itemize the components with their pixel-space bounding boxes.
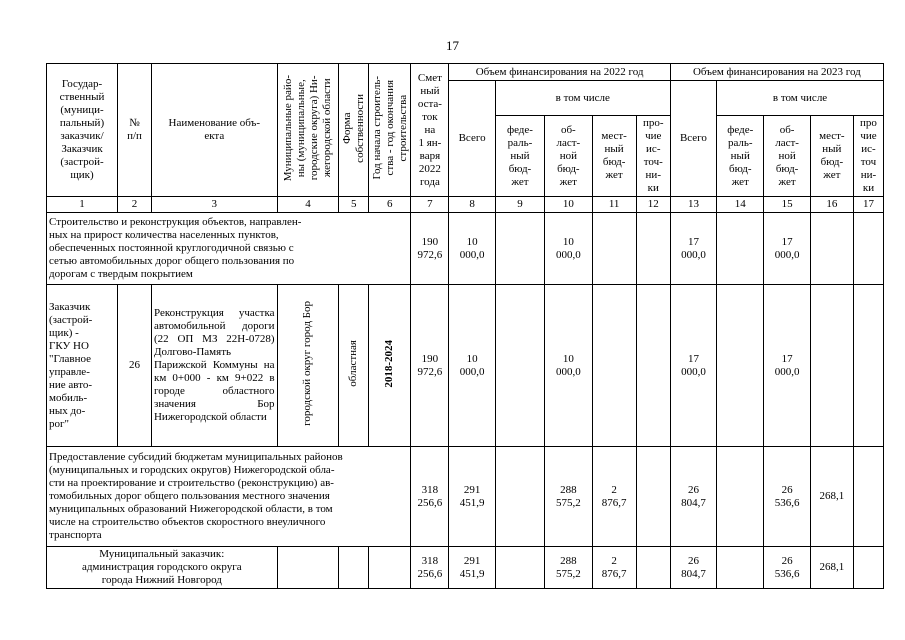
local-2022-cell: 2 876,7: [592, 547, 636, 589]
header-customer: Государ- ственный (муници- пальный) заказчик/ Заказчик (застрой- щик): [47, 64, 118, 197]
number-cell: 26: [118, 285, 152, 447]
district-text: городской округ город Бор: [301, 301, 314, 426]
col-num: 17: [853, 197, 883, 213]
years-text: 2018-2024: [383, 339, 396, 388]
header-ownership-text: Форма собственности: [341, 93, 367, 163]
header-including-2022: в том числе: [495, 81, 670, 116]
header-fin-2023: Объем финансирования на 2023 год: [670, 64, 883, 81]
header-total-2023: Всего: [670, 81, 716, 197]
header-districts-text: Муниципальные райо- ны (муниципальные, городские округа) Ни- жегородской области: [281, 74, 333, 182]
regional-2022-cell: 10 000,0: [545, 213, 592, 285]
regional-2022-cell: 288 575,2: [545, 447, 592, 547]
local-2022-cell: [592, 285, 636, 447]
total-2023-cell: 17 000,0: [670, 213, 716, 285]
col-num: 11: [592, 197, 636, 213]
district-cell: [277, 547, 339, 589]
header-number: № п/п: [118, 64, 152, 197]
regional-2023-cell: 17 000,0: [764, 285, 810, 447]
estimate-cell: 190 972,6: [411, 213, 449, 285]
header-ownership: [339, 64, 369, 197]
years-cell: [369, 547, 411, 589]
header-local-2023: мест- ный бюд- жет: [810, 116, 853, 197]
header-regional-2022: об- ласт- ной бюд- жет: [545, 116, 592, 197]
other-2023-cell: [853, 547, 883, 589]
col-num: 2: [118, 197, 152, 213]
col-num: 13: [670, 197, 716, 213]
other-2023-cell: [853, 213, 883, 285]
col-num: 5: [339, 197, 369, 213]
federal-2023-cell: [717, 547, 764, 589]
local-2023-cell: 268,1: [810, 547, 853, 589]
investment-program-table: [46, 63, 884, 589]
total-2022-cell: 10 000,0: [449, 213, 495, 285]
regional-2022-cell: 10 000,0: [545, 285, 592, 447]
header-federal-2022: феде- раль- ный бюд- жет: [495, 116, 544, 197]
customer-row-nizhny-novgorod: [47, 547, 884, 589]
header-years-text: Год начала строитель- ства - год окончания строительства: [371, 76, 410, 180]
district-cell: [277, 285, 339, 447]
col-num: 9: [495, 197, 544, 213]
other-2023-cell: [853, 447, 883, 547]
federal-2023-cell: [717, 213, 764, 285]
col-num: 3: [151, 197, 277, 213]
col-num: 12: [636, 197, 670, 213]
other-2022-cell: [636, 547, 670, 589]
header-local-2022: мест- ный бюд- жет: [592, 116, 636, 197]
total-2022-cell: 291 451,9: [449, 447, 495, 547]
local-2023-cell: [810, 213, 853, 285]
header-including-2023: в том числе: [717, 81, 884, 116]
federal-2022-cell: [495, 547, 544, 589]
local-2023-cell: [810, 285, 853, 447]
federal-2022-cell: [495, 285, 544, 447]
federal-2022-cell: [495, 447, 544, 547]
other-2022-cell: [636, 213, 670, 285]
col-num: 14: [717, 197, 764, 213]
header-districts: [277, 64, 339, 197]
years-cell: [369, 285, 411, 447]
local-2022-cell: [592, 213, 636, 285]
estimate-cell: 318 256,6: [411, 447, 449, 547]
estimate-cell: 318 256,6: [411, 547, 449, 589]
header-object-name: Наименование объ- екта: [151, 64, 277, 197]
other-2022-cell: [636, 285, 670, 447]
total-2022-cell: 10 000,0: [449, 285, 495, 447]
object-row-26: [47, 285, 884, 447]
federal-2022-cell: [495, 213, 544, 285]
page-number: 17: [446, 38, 459, 53]
header-estimate: Смет ный остa- ток на 1 ян- варя 2022 года: [411, 64, 449, 197]
section-title: Предоставление субсидий бюджетам муниципальных районов (муниципальных и городских округов) Нижегородской обла- сти на проектирование и строительство (реконструкцию) ав- томобильных дорог общего пользования местного значения муниципальных образований Нижегородской области, в том числе на строительство объектов скоростного внеуличного транспорта: [47, 447, 411, 547]
local-2023-cell: 268,1: [810, 447, 853, 547]
header-other-2022: про- чие ис- точ- ни- ки: [636, 116, 670, 197]
estimate-cell: 190 972,6: [411, 285, 449, 447]
total-2023-cell: 26 804,7: [670, 547, 716, 589]
header-years: [369, 64, 411, 197]
regional-2023-cell: 17 000,0: [764, 213, 810, 285]
total-2022-cell: 291 451,9: [449, 547, 495, 589]
column-number-row: [47, 197, 884, 213]
object-name-cell: Реконструкция участка автомобильной дороги (22 ОП МЗ 22Н-0728) Долгово-Память Парижской Коммуны на км 0+000 - км 9+022 в городе областного значения Бор Нижегородской области: [151, 285, 277, 447]
col-num: 15: [764, 197, 810, 213]
col-num: 8: [449, 197, 495, 213]
header-fin-2022: Объем финансирования на 2022 год: [449, 64, 670, 81]
ownership-cell: [339, 547, 369, 589]
regional-2023-cell: 26 536,6: [764, 447, 810, 547]
col-num: 16: [810, 197, 853, 213]
local-2022-cell: 2 876,7: [592, 447, 636, 547]
total-2023-cell: 26 804,7: [670, 447, 716, 547]
col-num: 10: [545, 197, 592, 213]
header-regional-2023: об- ласт- ной бюд- жет: [764, 116, 810, 197]
header-federal-2023: феде- раль- ный бюд- жет: [717, 116, 764, 197]
regional-2022-cell: 288 575,2: [545, 547, 592, 589]
total-2023-cell: 17 000,0: [670, 285, 716, 447]
col-num: 4: [277, 197, 339, 213]
header-other-2023: про чие ис- точ ни- ки: [853, 116, 883, 197]
customer-cell: Заказчик (застрой- щик) - ГКУ НО "Главное управле- ние авто- мобиль- ных до- рог": [47, 285, 118, 447]
ownership-cell: [339, 285, 369, 447]
ownership-text: областная: [347, 340, 360, 387]
other-2023-cell: [853, 285, 883, 447]
section-title: Строительство и реконструкция объектов, направлен- ных на прирост количества населенных пунктов, обеспеченных постоянной круглогодичной связью с сетью автомобильных дорог общего пользования по дорогам с твердым покрытием: [47, 213, 411, 285]
regional-2023-cell: 26 536,6: [764, 547, 810, 589]
section-row-subsidies: [47, 447, 884, 547]
customer-title: Муниципальный заказчик: администрация городского округа города Нижний Новгород: [47, 547, 278, 589]
other-2022-cell: [636, 447, 670, 547]
section-row-construction: [47, 213, 884, 285]
col-num: 7: [411, 197, 449, 213]
federal-2023-cell: [717, 285, 764, 447]
federal-2023-cell: [717, 447, 764, 547]
col-num: 1: [47, 197, 118, 213]
col-num: 6: [369, 197, 411, 213]
header-total-2022: Всего: [449, 81, 495, 197]
